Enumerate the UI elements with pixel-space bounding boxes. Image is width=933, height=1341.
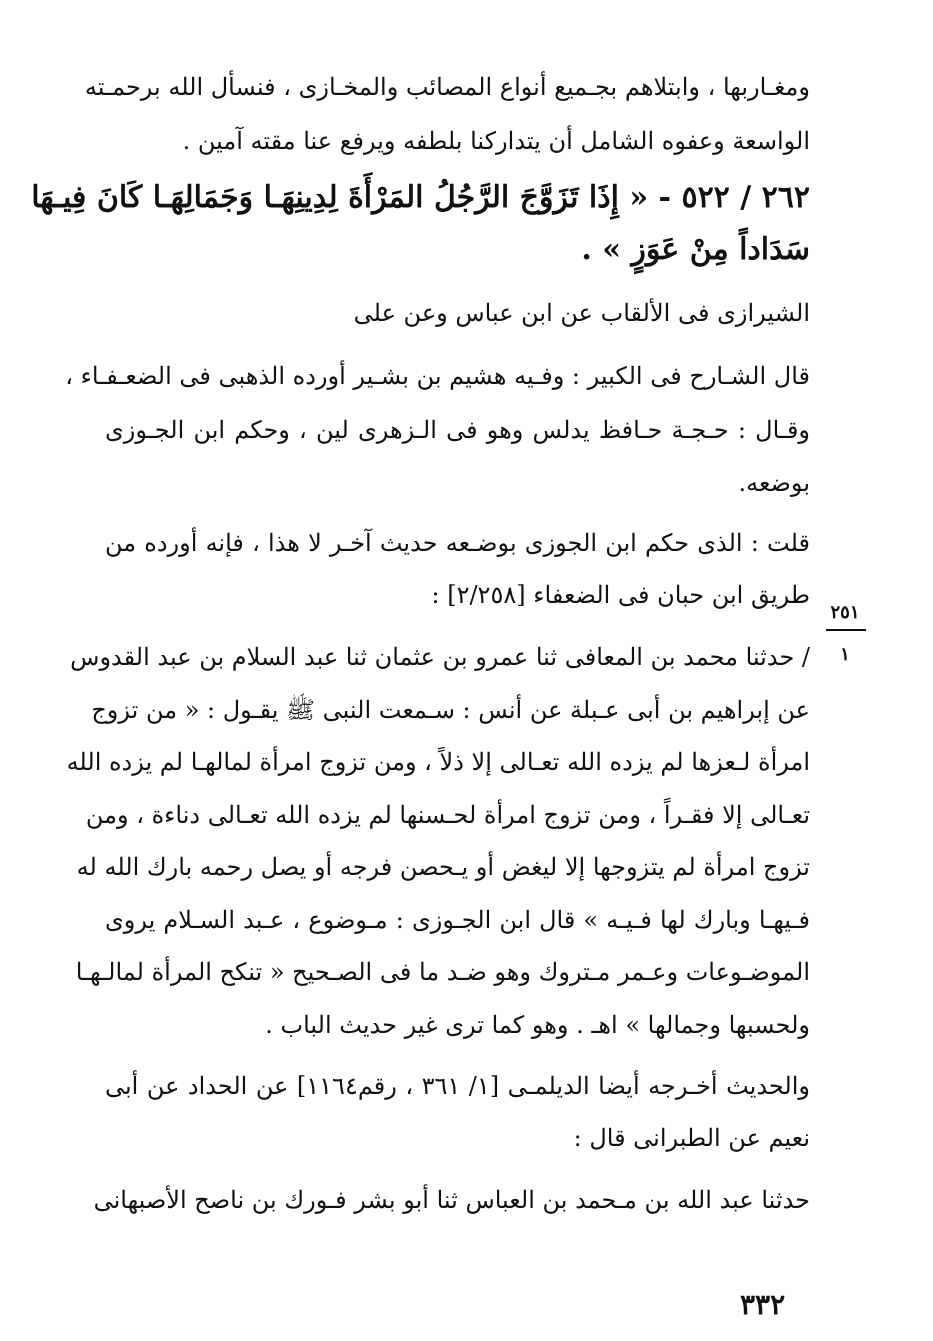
text-line: قال الشـارح فى الكبير : وفـيه هشيم بن بشـير أورده الذهبى فى الضعـفـاء ، (65, 362, 810, 390)
hadith-heading-line: ٢٦٢ / ٥٢٢ - « إِذَا تَزَوَّجَ الرَّجُلُ المَرْأَةَ لِدِينِهَـا وَجَمَالِهَـا كَانَ فِيـهَا (31, 180, 810, 215)
margin-divider (826, 629, 866, 631)
text-line: ومغـاربها ، وابتلاهم بجـميع أنواع المصائب والمخـازى ، فنسأل الله برحمـته (84, 73, 810, 101)
text-line: بوضعه. (738, 469, 810, 497)
text-line: تزوج امرأة لم يتزوجها إلا ليغض أو يـحصن فرجه أو يصل رحمه بارك الله له (76, 853, 810, 881)
margin-part-ref: ١ (840, 644, 850, 665)
text-line: طريق ابن حبان فى الضعفاء [٢/٢٥٨] : (431, 581, 810, 609)
text-line: امرأة لـعزها لم يزده الله تعـالى إلا ذلاً ، ومن تزوج امرأة لمالهـا لم يزده الله (66, 748, 810, 776)
text-line: الموضـوعات وعـمر مـتروك وهو ضـد ما فى الصـحيح « تنكح المرأة لمالـهـا (75, 958, 810, 986)
text-line: / حدثنا محمد بن المعافى ثنا عمرو بن عثمان ثنا عبد السلام بن عبد القدوس (70, 643, 810, 671)
text-line: الواسعة وعفوه الشامل أن يتداركنا بلطفه ويرفع عنا مقته آمين . (182, 127, 810, 155)
text-line: نعيم عن الطبرانى قال : (573, 1124, 810, 1152)
hadith-heading-line: سَدَاداً مِنْ عَوَزٍ » . (581, 232, 810, 267)
text-line: والحديث أخـرجه أيضا الديلمـى [١/ ٣٦١ ، رقم١١٦٤] عن الحداد عن أبى (105, 1072, 810, 1100)
source-line: الشيرازى فى الألقاب عن ابن عباس وعن على (353, 299, 810, 327)
text-line: فـيهـا وبارك لها فـيـه » قال ابن الجـوزى : مـوضوع ، عـبد السـلام يروى (105, 906, 810, 934)
page-number: ٣٣٢ (740, 1288, 786, 1321)
margin-page-ref: ٢٥١ (830, 602, 860, 623)
text-line: وقـال : حـجـة حـافظ يدلس وهو فى الـزهرى لين ، وحكم ابن الجـوزى (105, 416, 810, 444)
text-line: حدثنا عبد الله بن مـحمد بن العباس ثنا أبو بشر فـورك بن ناصح الأصبهانى (93, 1186, 810, 1214)
text-line: عن إبراهيم بن أبى عـبلة عن أنس : سـمعت النبى ﷺ يقـول : « من تزوج (91, 696, 810, 724)
text-line: قلت : الذى حكم ابن الجوزى بوضـعه حديث آخـر لا هذا ، فإنه أورده من (105, 529, 810, 557)
text-line: تعـالى إلا فقـراً ، ومن تزوج امرأة لحـسنها لم يزده الله تعـالى دناءة ، ومن (85, 801, 810, 829)
text-line: ولحسبها وجمالها » اهـ . وهو كما ترى غير حديث الباب . (265, 1011, 810, 1039)
